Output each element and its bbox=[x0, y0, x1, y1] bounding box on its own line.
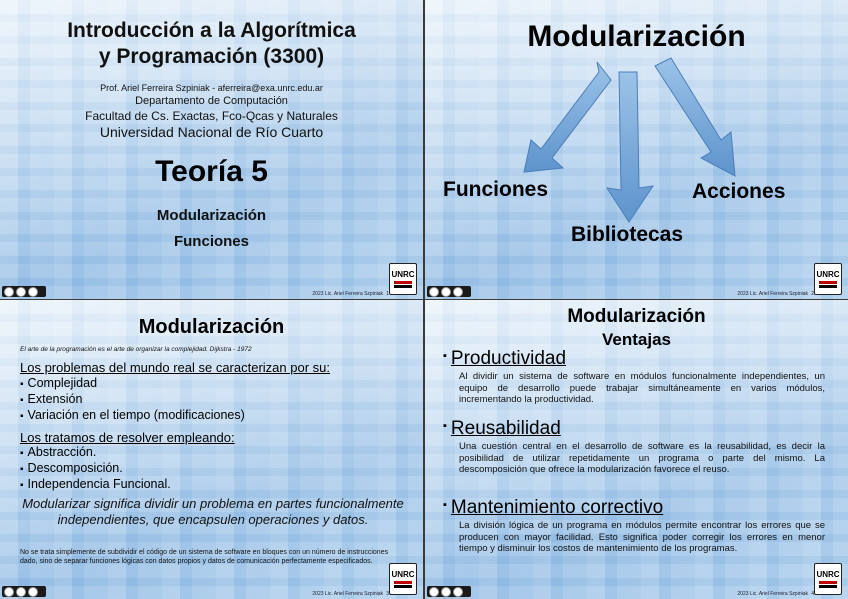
theory-title: Teoría 5 bbox=[155, 155, 268, 188]
slide-title: Modularización bbox=[527, 20, 746, 53]
list-item: ▪ Abstracción. bbox=[20, 445, 96, 459]
course-title bbox=[0, 18, 423, 70]
slide-4[interactable] bbox=[425, 300, 848, 599]
modularization-note: No se trata simplemente de subdividir el código de un sistema de software en bloques con un número de instrucciones dado, sino de separar funciones lógicas con datos propios y datos de comunicación perfectamente especificados. bbox=[20, 549, 389, 565]
unrc-logo: UNRC bbox=[389, 263, 417, 295]
footer-author: 2023 Lic. Ariel Ferreira Szpiniak bbox=[312, 591, 383, 597]
problems-heading: Los problemas del mundo real se caracterizan por su: bbox=[20, 360, 330, 375]
list-item: ▪ Descomposición. bbox=[20, 461, 123, 475]
slide-2[interactable] bbox=[425, 0, 848, 299]
page-number: 1 bbox=[386, 291, 389, 297]
arrow-left bbox=[524, 62, 611, 172]
university-line: Universidad Nacional de Río Cuarto bbox=[99, 124, 324, 140]
cc-license-icon bbox=[427, 586, 471, 597]
footer-author: 2023 Lic. Ariel Ferreira Szpiniak bbox=[312, 291, 383, 297]
slide-1[interactable] bbox=[0, 0, 423, 299]
list-item: ▪ Extensión bbox=[20, 392, 82, 406]
footer-author: 2023 Lic. Ariel Ferreira Szpiniak bbox=[737, 591, 808, 597]
label-bibliotecas: Bibliotecas bbox=[571, 223, 684, 246]
unrc-logo: UNRC bbox=[814, 263, 842, 295]
list-item: ▪ Complejidad bbox=[20, 376, 97, 390]
topic-funciones: Funciones bbox=[173, 233, 249, 250]
label-funciones: Funciones bbox=[443, 178, 549, 201]
slide-3[interactable] bbox=[0, 300, 423, 599]
advantage-heading-mantenimiento: ▪ Mantenimiento correctivo bbox=[443, 497, 663, 519]
arrow-center bbox=[607, 72, 653, 222]
modularization-definition: Modularizar significa dividir un problema en partes funcionalmente independientes, que encapsulen operaciones y datos. bbox=[22, 496, 404, 527]
slide-title: Modularización bbox=[138, 316, 285, 338]
cc-license-icon bbox=[427, 286, 471, 297]
list-item: ▪ Variación en el tiempo (modificaciones) bbox=[20, 408, 245, 422]
course-title-line1: Introducción a la Algorítmica bbox=[67, 19, 356, 42]
arrow-right bbox=[655, 58, 735, 176]
slide-subtitle: Ventajas bbox=[602, 330, 671, 349]
solve-heading: Los tratamos de resolver empleando: bbox=[20, 430, 235, 445]
page-number: 2 bbox=[811, 291, 814, 297]
topic-modularizacion: Modularización bbox=[156, 207, 267, 224]
course-title-line2: y Programación (3300) bbox=[98, 45, 325, 68]
advantage-text-reusabilidad: Una cuestión central en el desarrollo de software es la reusabilidad, es decir la posibilidad de utilizar repetidamente un programa o parte del mismo. La descomposición que ofrece la modularización favorece el reuso. bbox=[459, 441, 825, 475]
faculty-line: Facultad de Cs. Exactas, Fco-Qcas y Naturales bbox=[85, 109, 338, 123]
advantage-text-mantenimiento: La división lógica de un programa en módulos permite encontrar los errores que se producen con mayor facilidad. Esto significa poder corregir los errores en menor tiempo y disminuir los costos de mantenimiento de los programas. bbox=[459, 520, 825, 554]
label-acciones: Acciones bbox=[692, 180, 786, 203]
cc-license-icon bbox=[2, 586, 46, 597]
arrows-diagram bbox=[425, 0, 848, 299]
unrc-logo: UNRC bbox=[814, 563, 842, 595]
list-item: ▪ Independencia Funcional. bbox=[20, 477, 171, 491]
advantage-heading-reusabilidad: ▪ Reusabilidad bbox=[443, 418, 561, 440]
cc-license-icon bbox=[2, 286, 46, 297]
advantage-text-productividad: Al dividir un sistema de software en módulos funcionalmente independientes, un equipo de desarrollo puede trabajar simultáneamente en varios módulos, incrementando la productividad. bbox=[459, 371, 825, 405]
unrc-logo: UNRC bbox=[389, 563, 417, 595]
slide-title: Modularización bbox=[567, 306, 706, 327]
page-number: 4 bbox=[811, 591, 814, 597]
advantage-heading-productividad: ▪ Productividad bbox=[443, 348, 566, 370]
professor-line: Prof. Ariel Ferreira Szpiniak - aferreira@exa.unrc.edu.ar bbox=[100, 83, 323, 93]
dijkstra-quote: El arte de la programación es el arte de organizar la complejidad. Dijkstra - 1972 bbox=[20, 346, 252, 353]
page-number: 3 bbox=[386, 591, 389, 597]
department-line: Departamento de Computación bbox=[135, 95, 288, 107]
footer-author: 2023 Lic. Ariel Ferreira Szpiniak bbox=[737, 291, 808, 297]
